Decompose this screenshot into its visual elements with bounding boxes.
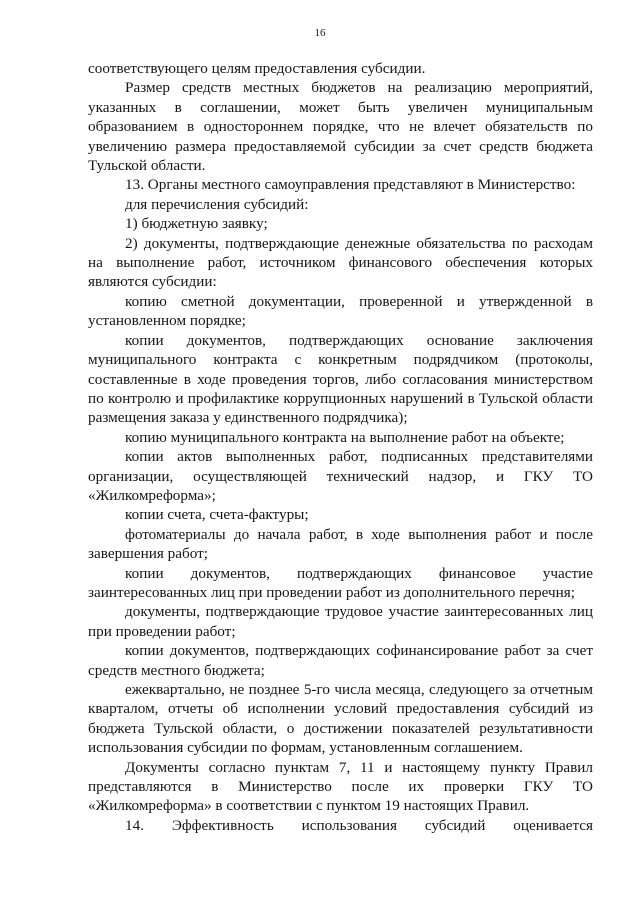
document-body [88, 59, 593, 835]
paragraph: Документы согласно пунктам 7, 11 и настоящему пункту Правил представляются в Министерство после их проверки ГКУ ТО «Жилкомреформа» в соответствии с пунктом 19 настоящих Правил. [88, 758, 593, 815]
paragraph: 14. Эффективность использования субсидий оценивается [125, 816, 593, 834]
paragraph: для перечисления субсидий: [125, 195, 309, 213]
paragraph: копию муниципального контракта на выполнение работ на объекте; [125, 428, 565, 446]
paragraph: копии документов, подтверждающих финансовое участие заинтересованных лиц при проведении работ из дополнительного перечня; [88, 564, 593, 601]
paragraph: копию сметной документации, проверенной и утвержденной в установленном порядке; [88, 292, 593, 330]
paragraph: копии счета, счета-фактуры; [125, 506, 309, 524]
paragraph: документы, подтверждающие трудовое участие заинтересованных лиц при проведении работ; [88, 603, 593, 640]
paragraph: 2) документы, подтверждающие денежные обязательства по расходам на выполнение работ, источником финансового обеспечения которых являются субсидии: [88, 234, 593, 291]
paragraph: фотоматериалы до начала работ, в ходе выполнения работ и после завершения работ; [88, 525, 593, 563]
paragraph: копии актов выполненных работ, подписанных представителями организации, осуществляющей технический надзор, и ГКУ ТО «Жилкомреформа»; [88, 448, 593, 504]
paragraph: копии документов, подтверждающих основание заключения муниципального контракта с конкретным подрядчиком (протоколы, составленные в ходе проведения торгов, либо согласования министерством по контролю и профилактике коррупционных нарушений в Тульской области размещения заказа у единственного подрядчика); [88, 331, 593, 427]
paragraph: 13. Органы местного самоуправления представляют в Министерство: [125, 176, 576, 194]
paragraph: соответствующего целям предоставления субсидии. [88, 60, 426, 77]
paragraph: копии документов, подтверждающих софинансирование работ за счет средств местного бюджета; [88, 642, 593, 679]
paragraph: 1) бюджетную заявку; [125, 215, 268, 233]
paragraph: Размер средств местных бюджетов на реализацию мероприятий, указанных в соглашении, может быть увеличен муниципальным образованием в одностороннем порядке, что не влечет обязательств по увеличению размера предоставляемой субсидии за счет средств бюджета Тульской области. [88, 79, 593, 175]
page-number: 16 [314, 27, 326, 39]
paragraph: ежеквартально, не позднее 5-го числа месяца, следующего за отчетным кварталом, отчеты об исполнении условий предоставления субсидий из бюджета Тульской области, о достижении показателей результативности использования субсидии по формам, установленным соглашением. [88, 681, 593, 757]
